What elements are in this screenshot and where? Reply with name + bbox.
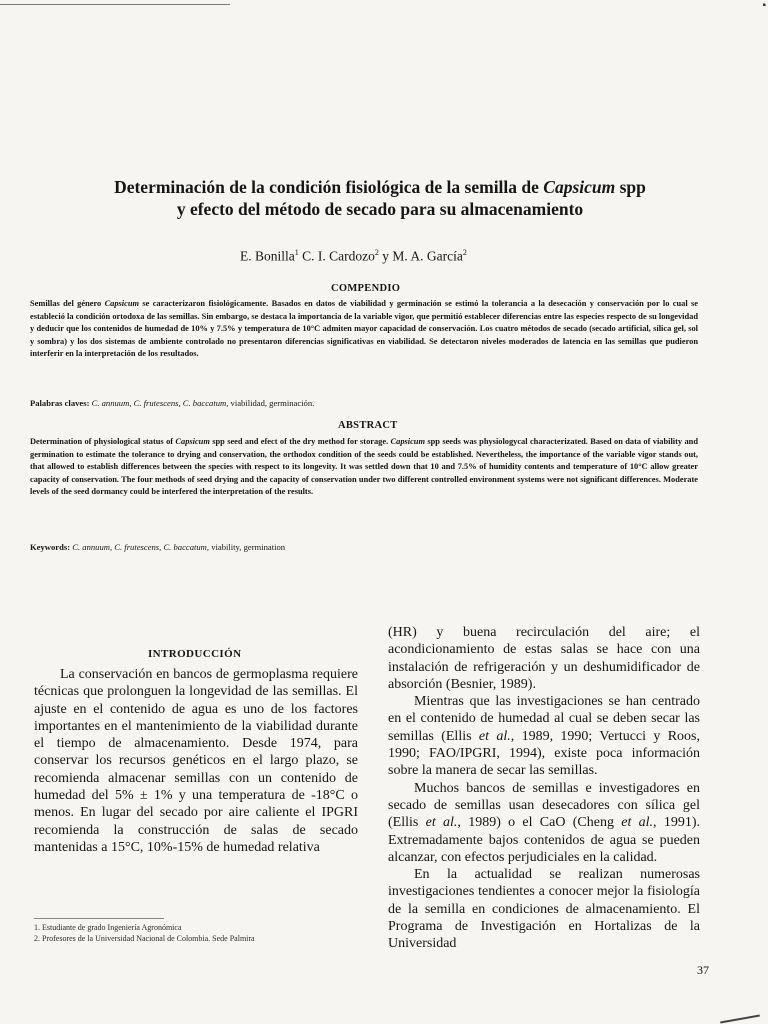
corner-mark: ▪ [762,0,766,11]
page-number: 37 [697,963,709,977]
left-column [34,666,358,856]
footnote-1: 1. Estudiante de grado Ingeniería Agronómica [34,923,182,932]
bottom-mark [720,1015,760,1024]
palabras-claves: Palabras claves: C. annuum, C. frutescens, C. baccatum, viabilidad, germinación. [30,398,315,408]
right-paragraph-3: Muchos bancos de semillas e investigadores en secado de semillas usan desecadores con sílica gel (Ellis et al., 1989) o el CaO (Cheng et al., 1991). Extremadamente bajos contenidos de agua se pueden alcanzar, con efectos perjudiciales en la calidad. [388,780,700,865]
right-paragraph-1: (HR) y buena recirculación del aire; el acondicionamiento de estas salas se hace con una instalación de refrigeración y un deshumidificador de absorción (Besnier, 1989). [388,625,700,692]
right-paragraph-2: Mientras que las investigaciones se han centrado en el contenido de humedad al cual se deben secar las semillas (Ellis et al., 1989, 1990; Vertucci y Roos, 1990; FAO/IPGRI, 1994), existe poca información sobre la manera de secar las semillas. [388,694,700,779]
title-line-2: y efecto del método de secado para su almacenamiento [176,199,584,219]
footnote-2: 2. Profesores de la Universidad Nacional de Colombia. Sede Palmira [34,934,255,943]
footnotes [34,922,255,944]
top-edge-rule [0,4,230,5]
introduccion-heading: INTRODUCCIÓN [148,648,242,660]
right-paragraph-4: En la actualidad se realizan numerosas investigaciones tendientes a conocer mejor la fisiología de la semilla en condiciones de almacenamiento. El Programa de Investigación en Hortalizas de la Universidad [388,867,700,952]
abstract-body: Determination of physiological status of Capsicum spp seed and efect of the dry method for storage. Capsicum spp seeds was physiologycal characterizated. Based on data of viability and germination to estimate the tolerance to drying and conservation, the orthodox condition of the seeds could be established. Nevertheless, the importance of the variable vigor stands out, that allowed to establish differences between the species with respect to its longevity. It was settled down that 10 and 7.5% of humidity contents and temperature of 10°C allow greater capacity of conservation. The four methods of seed drying and the capacity of conservation under two different controlled environment systems were not significant differences. Moderate levels of the seed dormancy could be interfered the interpretation of the results. [30,437,698,497]
article-title [70,176,690,220]
keywords: Keywords: C. annuum, C. frutescens, C. baccatum, viability, germination [30,542,286,552]
compendio-heading: COMPENDIO [331,283,401,294]
footnote-rule [34,918,164,919]
right-column [388,624,700,953]
compendio-body: Semillas del género Capsicum se caracterizaron fisiológicamente. Basados en datos de viabilidad y germinación se estimó la tolerancia a la desecación y conservación por lo cual se estableció la condición ortodoxa de las semillas. Sin embargo, se destaca la importancia de la variable vigor, que permitió establecer diferencias entre las especies respecto de su longevidad y deducir que los contenidos de humedad de 10% y 7.5% y temperatura de 10°C admiten mayor capacidad de conservación. Los cuatro métodos de secado (secado artificial, sílica gel, sol y sombra) y los dos sistemas de ambiente controlado no presentaron diferencias significativas en viabilidad. Se detectaron niveles moderados de latencia en las semillas que pudieron interferir en la interpretación de los resultados. [30,299,698,359]
intro-paragraph-1: La conservación en bancos de germoplasma requiere técnicas que prolonguen la longevidad de las semillas. El ajuste en el contenido de agua es uno de los factores importantes en el mantenimiento de la viabilidad durante el tiempo de almacenamiento. Desde 1974, para conservar los recursos genéticos en el largo plazo, se recomienda almacenar semillas con un contenido de humedad del 5% ± 1% y una temperatura de -18°C o menos. En lugar del secado por aire caliente el IPGRI recomienda la construcción de salas de secado mantenidas a 15°C, 10%-15% de humedad relativa [34,667,358,855]
title-line-1: Determinación de la condición fisiológica de la semilla de Capsicum spp [114,177,646,197]
abstract-heading: ABSTRACT [338,420,398,431]
authors: E. Bonilla$^1$ C. I. Cardozo$^2$ y M. A. García$^2$ [240,248,467,264]
